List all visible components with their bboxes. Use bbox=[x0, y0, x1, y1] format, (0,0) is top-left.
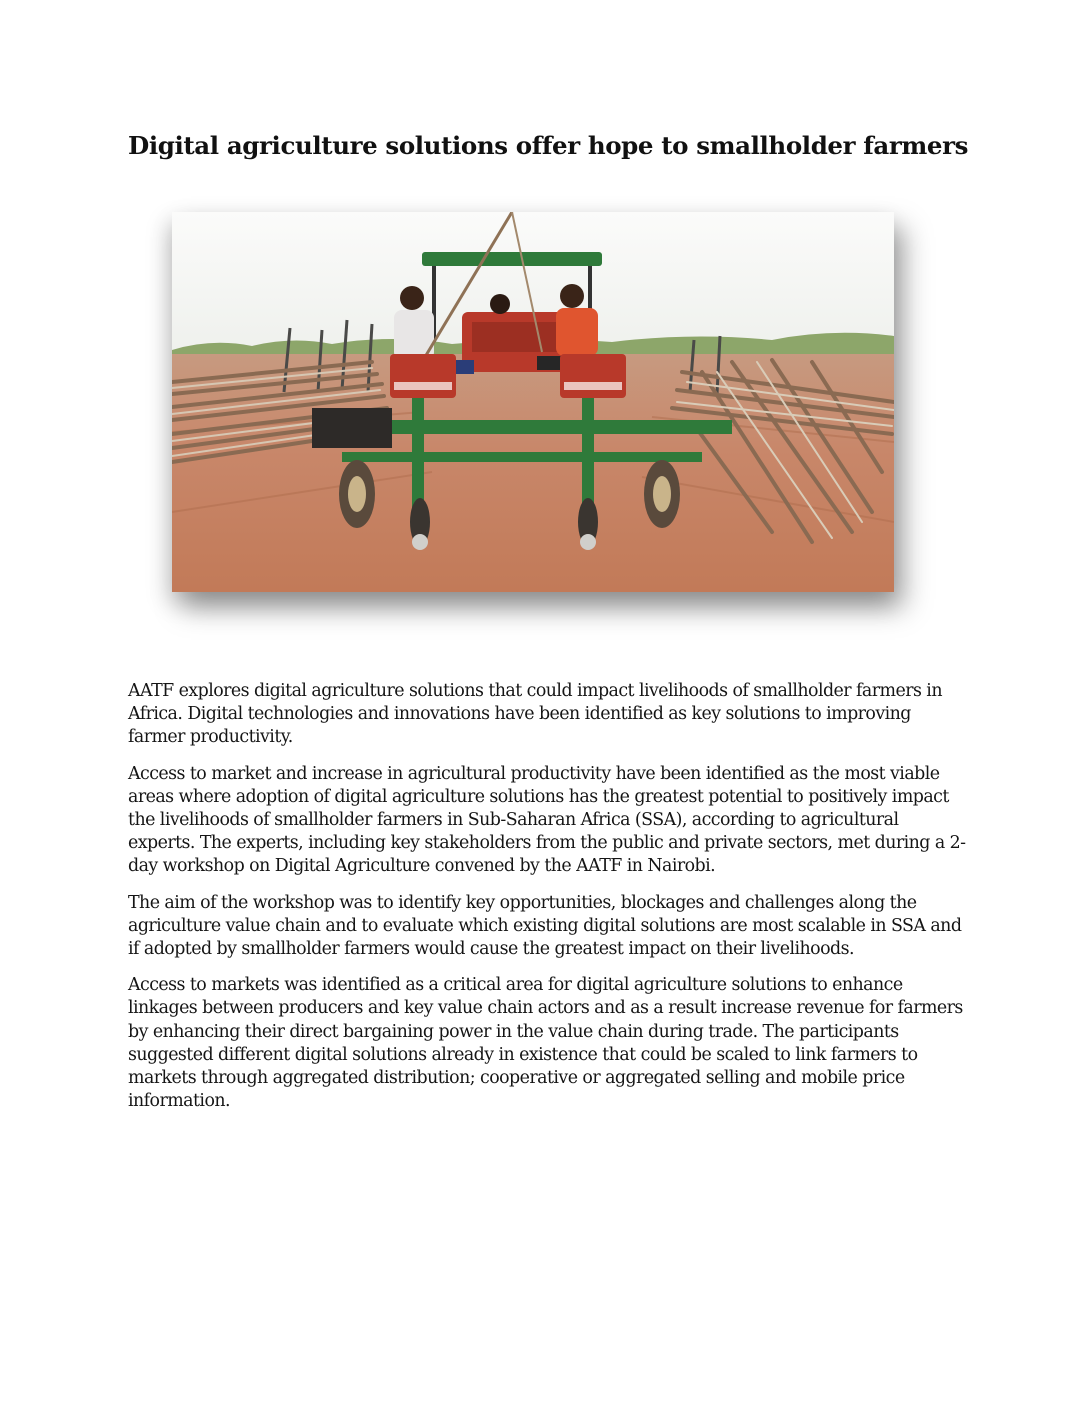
article-paragraph: The aim of the workshop was to identify key opportunities, blockages and challenges along the agriculture value chain and to evaluate which existing digital solutions are most scalable in SSA and if adopted by smallholder farmers would cause the greatest impact on their livelihoods. bbox=[128, 892, 962, 960]
article-title: Digital agriculture solutions offer hope to smallholder farmers bbox=[128, 131, 968, 160]
article-photo bbox=[172, 212, 894, 592]
article-paragraph: Access to markets was identified as a critical area for digital agriculture solutions to enhance linkages between producers and key value chain actors and as a result increase revenue for farmers by enhancing their direct bargaining power in the value chain during trade. The participants suggested different digital solutions already in existence that could be scaled to link farmers to markets through aggregated distribution; cooperative or aggregated selling and mobile price information. bbox=[128, 975, 963, 1112]
tractor-planting-photo-icon bbox=[172, 212, 894, 592]
article-body bbox=[128, 680, 968, 1126]
article-paragraph: Access to market and increase in agricultural productivity have been identified as the most viable areas where adoption of digital agriculture solutions has the greatest potential to positively impact the livelihoods of smallholder farmers in Sub-Saharan Africa (SSA), according to agricultural experts. The experts, including key stakeholders from the public and private sectors, met during a 2-day workshop on Digital Agriculture convened by the AATF in Nairobi. bbox=[128, 763, 966, 877]
article-paragraph: AATF explores digital agriculture solutions that could impact livelihoods of smallholder farmers in Africa. Digital technologies and innovations have been identified as key solutions to improving farmer productivity. bbox=[128, 681, 942, 748]
